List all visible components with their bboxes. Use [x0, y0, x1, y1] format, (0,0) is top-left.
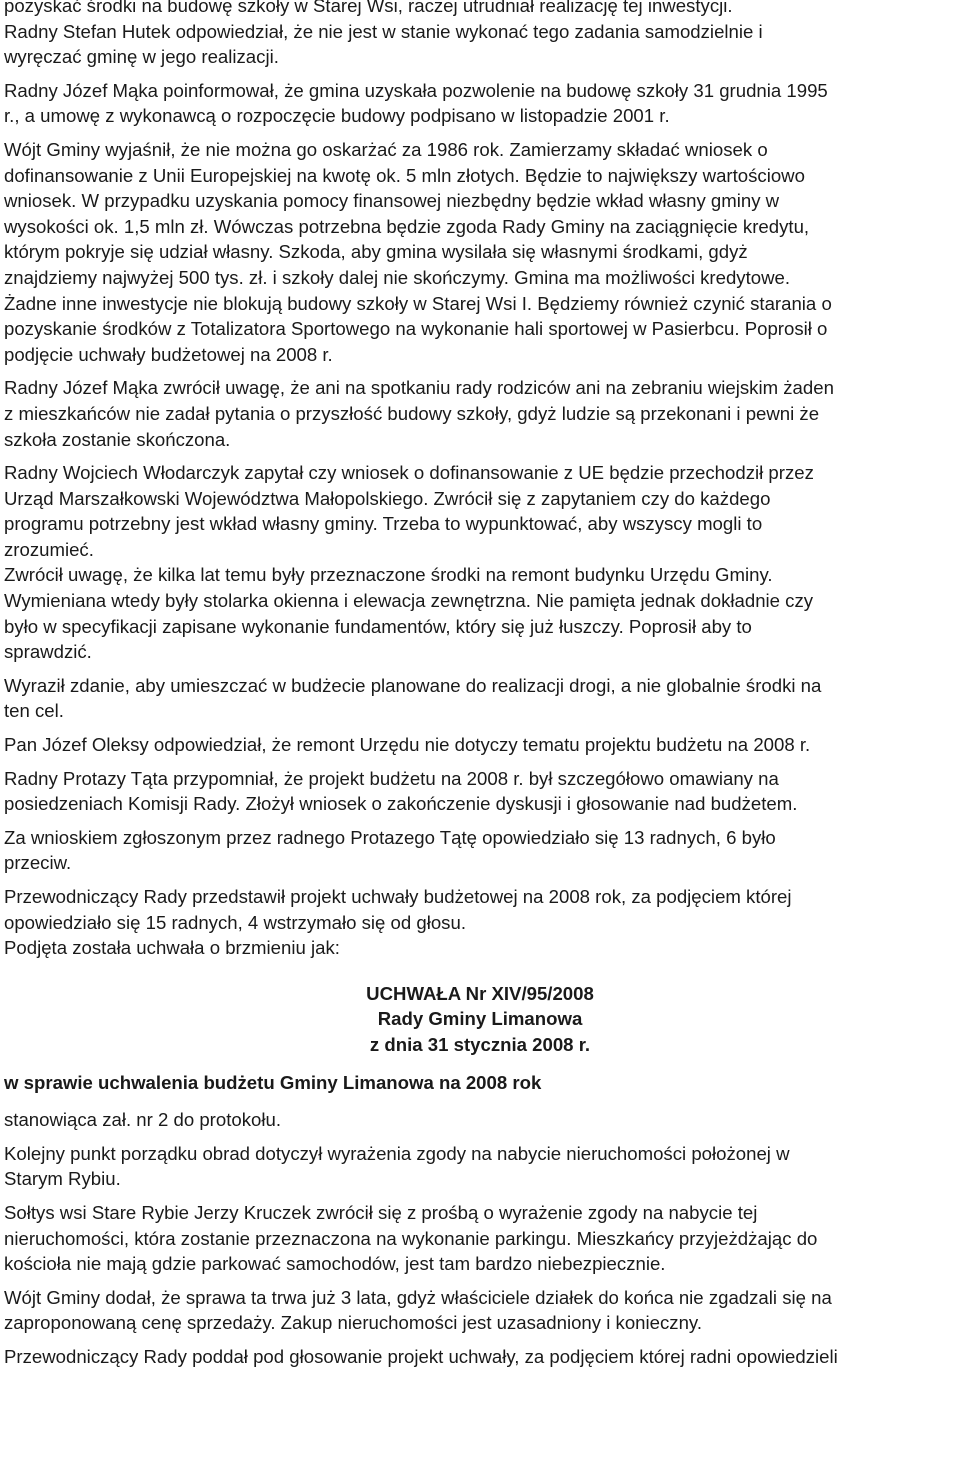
paragraph-school-funding: pozyskać środki na budowę szkoły w Starej Wsi, raczej utrudniał realizację tej inwestycji. Radny Stefan Hutek odpowiedział, że nie jest w stanie wykonać tego zadania samodzielnie i wyręczać gminę w jego realizacji. — [4, 0, 763, 68]
paragraph-renovation-reply: Pan Józef Oleksy odpowiedział, że remont Urzędu nie dotyczy tematu projektu budżetu na 2008 r. — [4, 734, 811, 756]
paragraph-budget-roads: Wyraził zdanie, aby umieszczać w budżecie planowane do realizacji drogi, a nie globalnie środki na ten cel. — [4, 674, 822, 722]
paragraph-village-head-request: Sołtys wsi Stare Rybie Jerzy Kruczek zwrócił się z prośbą o wyrażenie zgody na nabycie tej nieruchomości, która zostanie przeznaczona na wykonanie parkingu. Mieszkańcy przyjeżdżając do kościoła nie mają gdzie parkować samochodów, jest tam bardzo niebezpiecznie. — [4, 1201, 818, 1275]
document-page — [4, 0, 956, 1378]
paragraph-budget-vote: Przewodniczący Rady przedstawił projekt uchwały budżetowej na 2008 rok, za podjęciem której opowiedziało się 15 radnych, 4 wstrzymało się od głosu. Podjęta została uchwała o brzmieniu jak: — [4, 886, 792, 959]
paragraph-motion-vote: Za wnioskiem zgłoszonym przez radnego Protazego Tątę opowiedziało się 13 radnych, 6 było przeciw. — [4, 826, 776, 874]
paragraph-mayor-explanation: Wójt Gminy wyjaśnił, że nie można go oskarżać za 1986 rok. Zamierzamy składać wniosek o dofinansowanie z Unii Europejskiej na kwotę ok. 5 mln złotych. Będzie to największy wartościowo wniosek. W przypadku uzyskania pomocy finansowej niezbędny będzie wkład własny gminy w wysokości ok. 1,5 mln zł. Wówczas potrzebna będzie zgoda Rady Gminy na zaciągnięcie kredytu, którym pokryje się udział własny. Szkoda, aby gmina wysilała się własnymi środkami, gdyż znajdziemy najwyżej 500 tys. zł. i szkoły dalej nie skończymy. Gmina ma możliwości kredytowe. Żadne inne inwestycje nie blokują budowy szkoły w Starej Wsi I. Będziemy również czynić starania o pozyskanie środków z Totalizatora Sportowego na wykonanie hali sportowej w Pasierbcu. Poprosił o podjęcie uchwały budżetowej na 2008 r. — [4, 138, 832, 365]
paragraph-property-agenda: Kolejny punkt porządku obrad dotyczył wyrażenia zgody na nabycie nieruchomości położonej w Starym Rybiu. — [4, 1142, 790, 1190]
paragraph-parents-meeting: Radny Józef Mąka zwrócił uwagę, że ani na spotkaniu rady rodziców ani na zebraniu wiejskim żaden z mieszkańców nie zadał pytania o przyszłość budowy szkoły, gdyż ludzie są przekonani i pewni że szkoła zostanie skończona. — [4, 377, 834, 450]
paragraph-mayor-addition: Wójt Gminy dodał, że sprawa ta trwa już 3 lata, gdyż właściciele działek do końca nie zgadzali się na zaproponowaną cenę sprzedaży. Zakup nieruchomości jest uzasadniony i konieczny. — [4, 1286, 832, 1334]
paragraph-eu-application-question: Radny Wojciech Włodarczyk zapytał czy wniosek o dofinansowanie z UE będzie przechodził przez Urząd Marszałkowski Województwa Małopolskiego. Zwrócił się z zapytaniem czy do każdego programu potrzebny jest wkład własny gminy. Trzeba to wypunktować, aby wszyscy mogli to zrozumieć. Zwrócił uwagę, że kilka lat temu były przeznaczone środki na remont budynku Urzędu Gminy. Wymieniana wtedy były stolarka okienna i elewacja zewnętrzna. Nie pamięta jednak dokładnie czy było w specyfikacji zapisane wykonanie fundamentów, który się już łuszczy. Poprosił aby to sprawdzić. — [4, 462, 814, 663]
resolution-title: UCHWAŁA Nr XIV/95/2008 Rady Gminy Limanowa z dnia 31 stycznia 2008 r. — [366, 982, 594, 1055]
resolution-subject: w sprawie uchwalenia budżetu Gminy Limanowa na 2008 rok — [4, 1071, 542, 1093]
paragraph-property-vote: Przewodniczący Rady poddał pod głosowanie projekt uchwały, za podjęciem której radni opowiedzieli — [4, 1345, 838, 1367]
resolution-attachment-note: stanowiąca zał. nr 2 do protokołu. — [4, 1109, 281, 1131]
paragraph-discussion-motion: Radny Protazy Tąta przypomniał, że projekt budżetu na 2008 r. był szczegółowo omawiany na posiedzeniach Komisji Rady. Złożył wniosek o zakończenie dyskusji i głosowanie nad budżetem. — [4, 767, 798, 815]
paragraph-building-permit: Radny Józef Mąka poinformował, że gmina uzyskała pozwolenie na budowę szkoły 31 grudnia 1995 r., a umowę z wykonawcą o rozpoczęcie budowy podpisano w listopadzie 2001 r. — [4, 79, 828, 127]
